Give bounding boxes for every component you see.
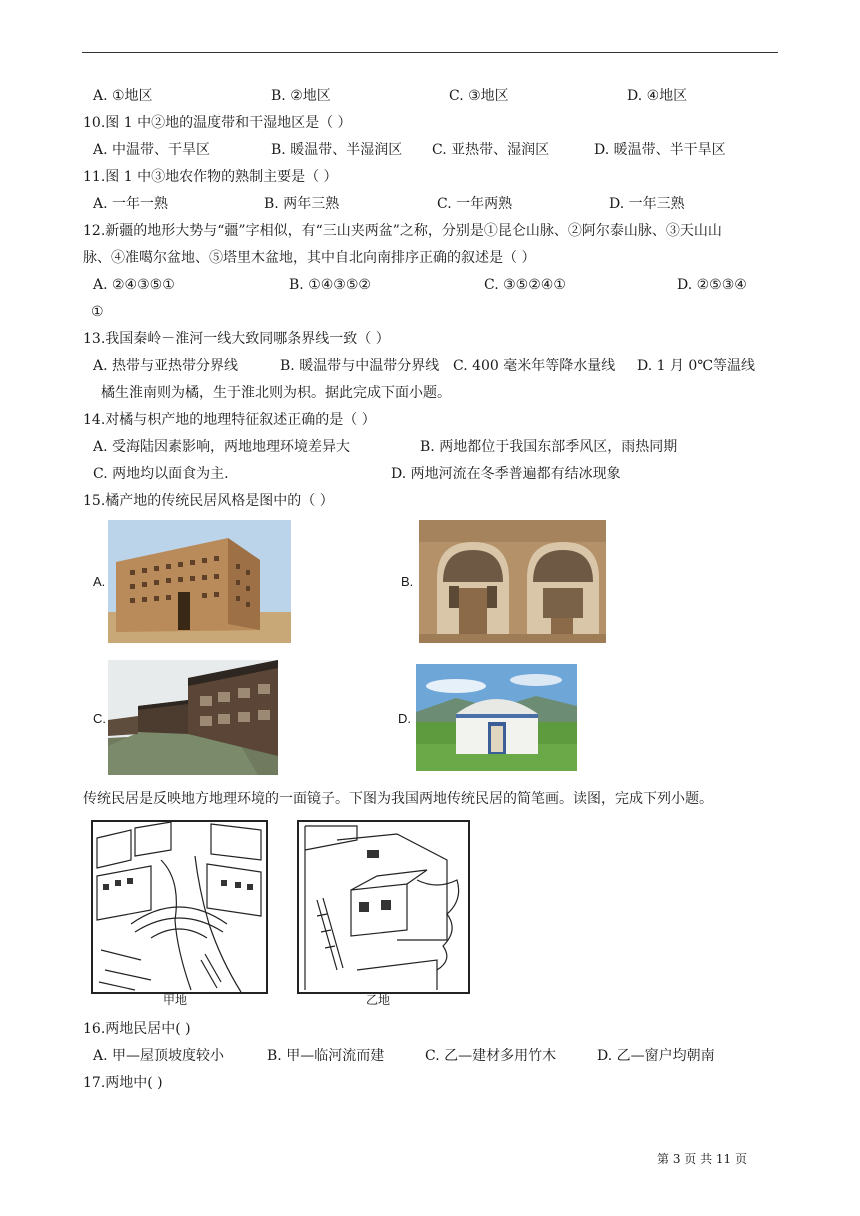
- header-rule: [82, 52, 778, 53]
- orange-intro: 橘生淮南则为橘，生于淮北则为枳。据此完成下面小题。: [101, 385, 451, 401]
- q9-option-c[interactable]: C. ③地区: [449, 88, 509, 104]
- q15-label-c[interactable]: C.: [93, 711, 106, 726]
- sketch-yi-drawing: [297, 820, 470, 1010]
- q11-option-b[interactable]: B. 两年三熟: [264, 196, 340, 212]
- q13-option-d[interactable]: D. 1 月 0℃等温线: [637, 358, 756, 374]
- q16-stem: 16.两地民居中( ): [83, 1021, 191, 1037]
- q17-stem: 17.两地中( ): [83, 1075, 163, 1091]
- q12-option-c[interactable]: C. ③⑤②④①: [484, 277, 566, 293]
- q10-stem: 10.图 1 中②地的温度带和干湿地区是（ ）: [83, 115, 352, 131]
- q12-option-b[interactable]: B. ①④③⑤②: [289, 277, 371, 293]
- q9-option-a[interactable]: A. ①地区: [93, 88, 153, 104]
- q15-stem: 15.橘产地的传统民居风格是图中的（ ）: [83, 493, 334, 509]
- sketch-jia-drawing: [91, 820, 268, 1010]
- sketch-jia-label: 甲地: [163, 993, 188, 1007]
- q16-option-b[interactable]: B. 甲—临河流而建: [267, 1048, 385, 1064]
- water-town-photo[interactable]: [108, 660, 278, 775]
- sketch-yi-label: 乙地: [366, 993, 391, 1007]
- q16-option-a[interactable]: A. 甲—屋顶坡度较小: [93, 1048, 225, 1064]
- q15-label-a[interactable]: A.: [93, 574, 106, 589]
- q13-option-b[interactable]: B. 暖温带与中温带分界线: [280, 358, 440, 374]
- q13-option-a[interactable]: A. 热带与亚热带分界线: [93, 358, 239, 374]
- q12-option-d[interactable]: D. ②⑤③④: [677, 277, 747, 293]
- q15-label-b[interactable]: B.: [401, 574, 414, 589]
- dwellings-intro: 传统民居是反映地方地理环境的一面镜子。下图为我国两地传统民居的简笔画。读图，完成下列小题。: [83, 791, 713, 807]
- q14-option-d[interactable]: D. 两地河流在冬季普遍都有结冰现象: [391, 466, 621, 482]
- q16-option-d[interactable]: D. 乙—窗户均朝南: [597, 1048, 715, 1064]
- q11-option-a[interactable]: A. 一年一熟: [93, 196, 169, 212]
- q9-option-d[interactable]: D. ④地区: [627, 88, 688, 104]
- earthen-granary-photo[interactable]: [108, 520, 291, 643]
- q11-option-d[interactable]: D. 一年三熟: [609, 196, 685, 212]
- q12-option-a[interactable]: A. ②④③⑤①: [93, 277, 175, 293]
- q16-option-c[interactable]: C. 乙—建材多用竹木: [425, 1048, 557, 1064]
- page-footer: 第 3 页 共 11 页: [657, 1152, 747, 1166]
- q12-stem-line1: 12.新疆的地形大势与“疆”字相似，有“三山夹两盆”之称，分别是①昆仑山脉、②阿尔泰山脉、③天山山: [83, 223, 722, 239]
- q10-option-a[interactable]: A. 中温带、干旱区: [93, 142, 211, 158]
- q14-option-c[interactable]: C. 两地均以面食为主.: [93, 466, 229, 482]
- q13-option-c[interactable]: C. 400 毫米年等降水量线: [453, 358, 616, 374]
- q10-option-d[interactable]: D. 暖温带、半干旱区: [594, 142, 726, 158]
- q11-option-c[interactable]: C. 一年两熟: [437, 196, 513, 212]
- q15-label-d[interactable]: D.: [398, 711, 411, 726]
- q14-option-a[interactable]: A. 受海陆因素影响，两地地理环境差异大: [93, 439, 351, 455]
- q10-option-c[interactable]: C. 亚热带、湿润区: [432, 142, 550, 158]
- q11-stem: 11.图 1 中③地农作物的熟制主要是（ ）: [83, 169, 338, 185]
- q14-option-b[interactable]: B. 两地都位于我国东部季风区，雨热同期: [420, 439, 678, 455]
- yurt-photo[interactable]: [416, 664, 577, 771]
- q14-stem: 14.对橘与枳产地的地理特征叙述正确的是（ ）: [83, 412, 376, 428]
- q12-stem-line2: 脉、④准噶尔盆地、⑤塔里木盆地，其中自北向南排序正确的叙述是（ ）: [83, 250, 536, 266]
- q10-option-b[interactable]: B. 暖温带、半湿润区: [271, 142, 403, 158]
- q12-option-d-wrap: ①: [91, 304, 104, 320]
- q13-stem: 13.我国秦岭－淮河一线大致同哪条界线一致（ ）: [83, 331, 390, 347]
- q9-option-b[interactable]: B. ②地区: [271, 88, 331, 104]
- cave-dwelling-photo[interactable]: [419, 520, 606, 643]
